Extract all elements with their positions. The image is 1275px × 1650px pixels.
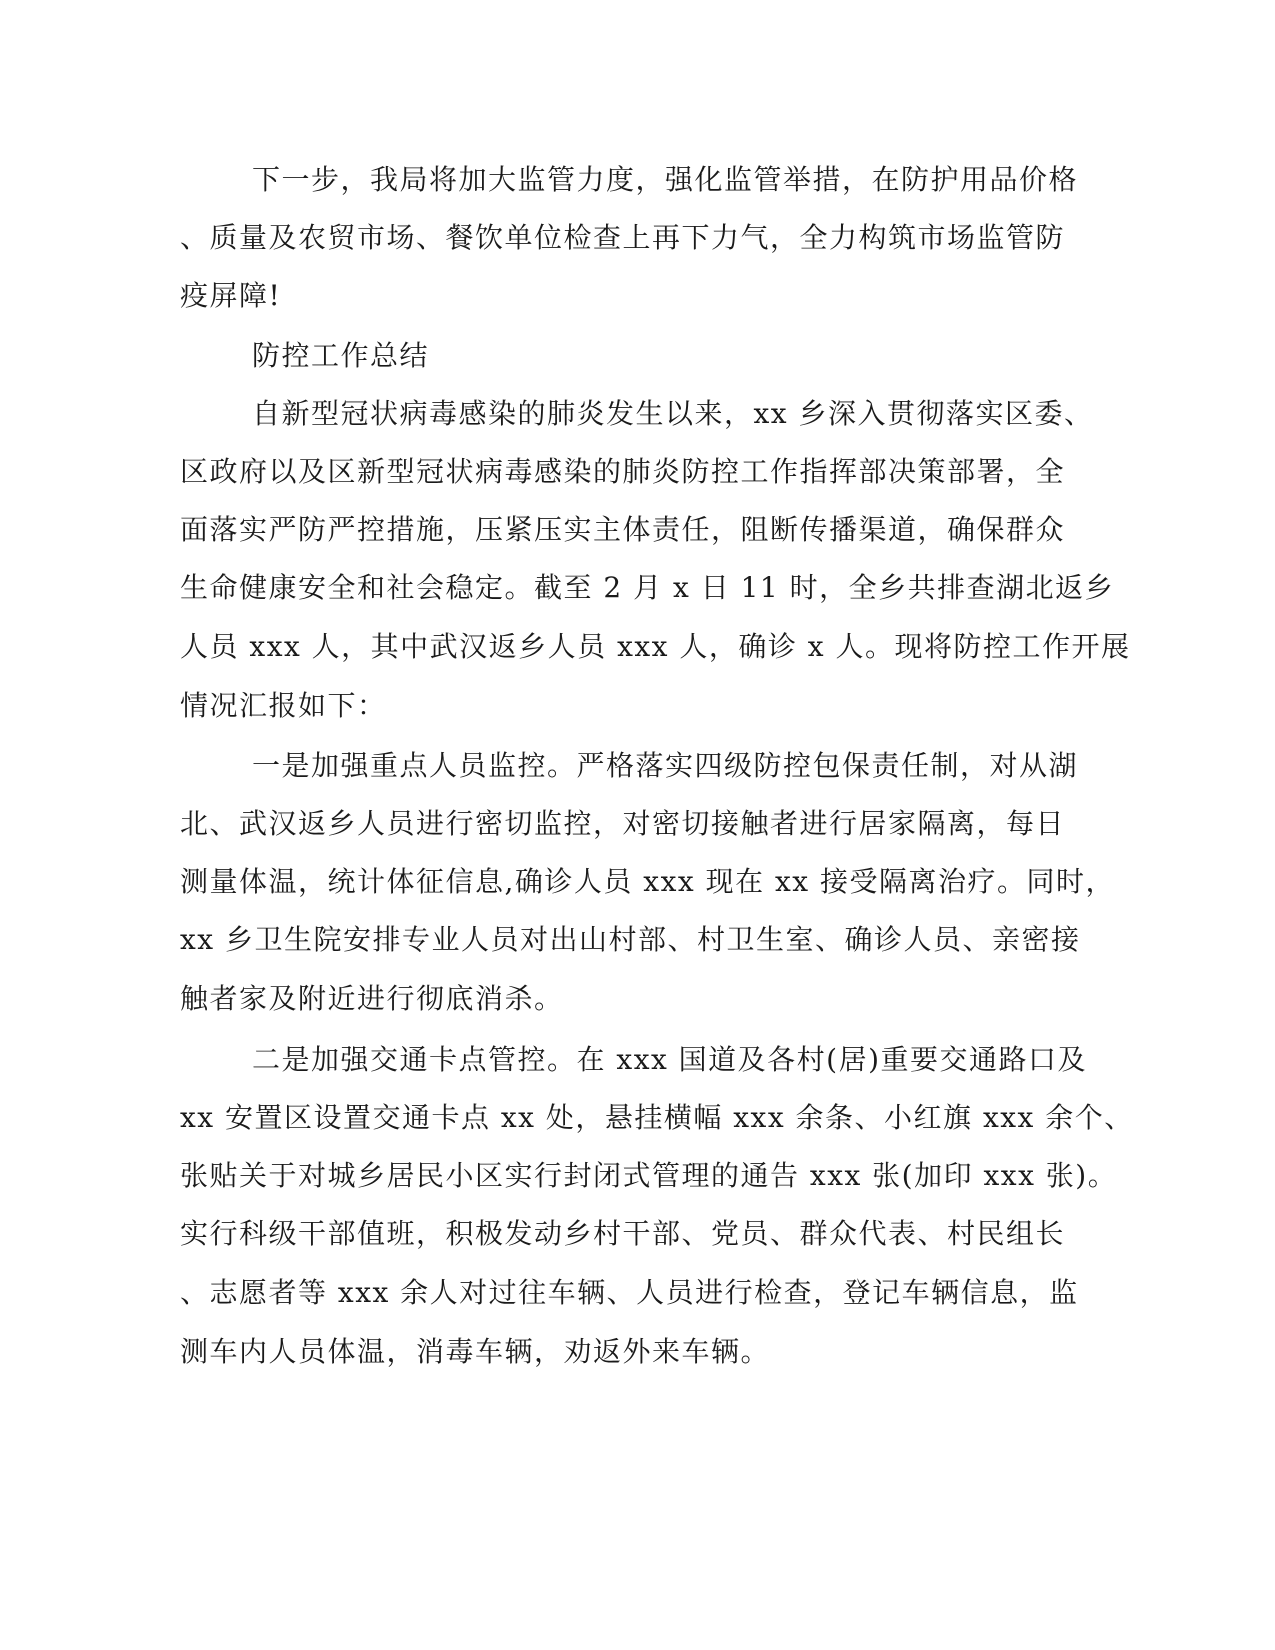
paragraph-line: 自新型冠状病毒感染的肺炎发生以来，xx 乡深入贯彻落实区委、	[252, 397, 1094, 430]
paragraph-line: 北、武汉返乡人员进行密切监控，对密切接触者进行居家隔离，每日	[180, 807, 1066, 840]
paragraph-line: 测车内人员体温，消毒车辆，劝返外来车辆。	[180, 1335, 771, 1368]
paragraph-line: 测量体温，统计体征信息,确诊人员 xxx 现在 xx 接受隔离治疗。同时，	[180, 865, 1115, 898]
section-heading: 防控工作总结	[252, 339, 430, 372]
paragraph-line: 张贴关于对城乡居民小区实行封闭式管理的通告 xxx 张(加印 xxx 张)。	[180, 1159, 1118, 1192]
paragraph-line: 情况汇报如下：	[180, 689, 387, 722]
paragraph-line: 下一步，我局将加大监管力度，强化监管举措，在防护用品价格	[252, 163, 1079, 196]
paragraph-line: 、志愿者等 xxx 余人对过往车辆、人员进行检查，登记车辆信息，监	[180, 1276, 1079, 1309]
paragraph-line: 疫屏障!	[180, 279, 282, 312]
paragraph-line: 二是加强交通卡点管控。在 xxx 国道及各村(居)重要交通路口及	[252, 1043, 1088, 1076]
paragraph-line: 人员 xxx 人，其中武汉返乡人员 xxx 人，确诊 x 人。现将防控工作开展	[180, 630, 1131, 663]
paragraph-line: xx 乡卫生院安排专业人员对出山村部、村卫生室、确诊人员、亲密接	[180, 923, 1081, 956]
paragraph-line: xx 安置区设置交通卡点 xx 处，悬挂横幅 xxx 余条、小红旗 xxx 余个、	[180, 1101, 1134, 1134]
paragraph-line: 一是加强重点人员监控。严格落实四级防控包保责任制，对从湖	[252, 749, 1079, 782]
paragraph-line: 生命健康安全和社会稳定。截至 2 月 x 日 11 时，全乡共排查湖北返乡	[180, 571, 1115, 604]
paragraph-line: 实行科级干部值班，积极发动乡村干部、党员、群众代表、村民组长	[180, 1217, 1066, 1250]
paragraph-line: 、质量及农贸市场、餐饮单位检查上再下力气，全力构筑市场监管防	[180, 221, 1066, 254]
paragraph-line: 面落实严防严控措施，压紧压实主体责任，阻断传播渠道，确保群众	[180, 513, 1066, 546]
paragraph-line: 触者家及附近进行彻底消杀。	[180, 982, 564, 1015]
paragraph-line: 区政府以及区新型冠状病毒感染的肺炎防控工作指挥部决策部署，全	[180, 455, 1066, 488]
